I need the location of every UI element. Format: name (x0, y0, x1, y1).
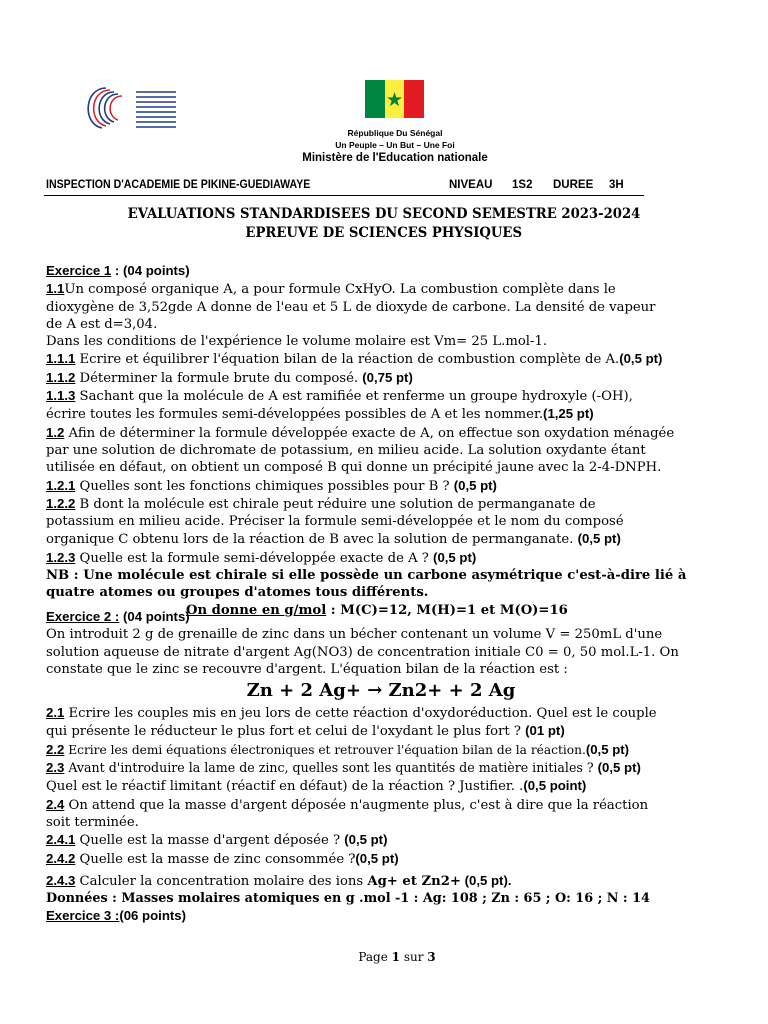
reaction-equation: Zn + 2 Ag+ → Zn2+ + 2 Ag (246, 680, 516, 702)
ex1-heading: Exercice 1 (46, 263, 112, 278)
duree-label: DUREE (553, 179, 594, 191)
title-line1: EVALUATIONS STANDARDISEES DU SECOND SEMESTRE 2023-2024 (127, 206, 641, 222)
devise-text: Un Peuple – Un But – Une Foi (335, 140, 455, 150)
ministere-text: Ministère de l'Education nationale (302, 152, 488, 164)
exercise-2: Exercice 2 : (04 points) On introduit 2 g de grenaille de zinc dans un bécher contenant un volume V = 250mL d'une solution aqueuse de nitrate d'argent Ag(NO3) de concentration initiale C0 = 0, 50 mol.L-1. On constate que le zinc se recouvre d'argent. L'équation bilan de la réaction est : Zn + 2 Ag+ → Zn2+ + 2 Ag 2.1 Ecrire les couples mis en jeu lors de cette réaction d'oxydoréduction. Quel est le couple qui présente le réducteur le plus fort et celui de l'oxydant le plus fort ? (01 pt) 2.2 Ecrire les demi équations électroniques et retrouver l'équation bilan de la réaction.(0,5 pt) 2.3 Avant d'introduire la lame de zinc, quelles sont les quantités de matière initiales ? (0,5 pt) Quel est le réactif limitant (réactif en défaut) de la réaction ? Justifier. .(0,5 point) 2.4 On attend que la masse d'argent déposée n'augmente plus, c'est à dire que la réaction soit terminée. 2.4.1 Quelle est la masse d'argent déposée ? (0,5 pt) 2.4.2 Quelle est la masse de zinc consommée ?(0,5 pt) 2.4.3 Calculer la concentration molaire des ions Ag+ et Zn2+ (0,5 pt). Données : Masses molaires atomiques en g .mol -1 : Ag: 108 ; Zn : 65 ; O: 16 ; N : 14 Exercice 3 :(06 points) (46, 608, 736, 926)
nb-note: NB : Une molécule est chirale si elle possède un carbone asymétrique c'est-à-dire lié à (46, 568, 687, 584)
ex2-heading: Exercice 2 : (46, 609, 120, 624)
ex3-heading: Exercice 3 : (46, 908, 120, 924)
inspection-text: INSPECTION D'ACADEMIE DE PIKINE-GUEDIAWAYE (46, 179, 311, 191)
senegal-flag (365, 80, 424, 118)
niveau-label: NIVEAU (449, 179, 493, 191)
republique-text: République Du Sénégal (347, 128, 443, 138)
donnees-masses: Données : Masses molaires atomiques en g .mol -1 : Ag: 108 ; Zn : 65 ; O: 16 ; N : 14 (46, 891, 650, 907)
duree-value: 3H (609, 179, 624, 191)
exercise-1: Exercice 1 : (04 points) 1.1Un composé organique A, a pour formule CxHyO. La combustion complète dans le dioxygène de 3,52gde A donne de l'eau et 5 L de dioxyde de carbone. La densité de vapeur de A est d=3,04. Dans les conditions de l'expérience le volume molaire est Vm= 25 L.mol-1. 1.1.1 Ecrire et équilibrer l'équation bilan de la réaction de combustion complète de A.(0,5 pt) 1.1.2 Déterminer la formule brute du composé. (0,75 pt) 1.1.3 Sachant que la molécule de A est ramifiée et renferme un groupe hydroxyle (-OH), écrire toutes les formules semi-développées possibles de A et les nommer.(1,25 pt) 1.2 Afin de déterminer la formule développée exacte de A, on effectue son oxydation ménagée par une solution de dichromate de potassium, en milieu acide. La solution oxydante étant utilisée en défaut, on obtient un composé B qui donne un précipité jaune avec la 2-4-DNPH. 1.2.1 Quelles sont les fonctions chimiques possibles pour B ? (0,5 pt) 1.2.2 B dont la molécule est chirale peut réduire une solution de permanganate de potassium en milieu acide. Préciser la formule semi-développée et le nom du composé organique C obtenu lors de la réaction de B avec la solution de permanganate. (0,5 pt) 1.2.3 Quelle est la formule semi-développée exacte de A ? (0,5 pt) NB : Une molécule est chirale si elle possède un carbone asymétrique c'est-à-dire lié à quatre atomes ou groupes d'atomes tous différents. On donne en g/mol : M(C)=12, M(H)=1 et M(O)=16 (46, 262, 736, 619)
niveau-value: 1S2 (512, 179, 533, 191)
header-rule (44, 195, 644, 196)
academy-logo (80, 84, 180, 130)
page-footer: Page 1 sur 3 (358, 950, 436, 964)
title-line2: EPREUVE DE SCIENCES PHYSIQUES (245, 225, 523, 241)
